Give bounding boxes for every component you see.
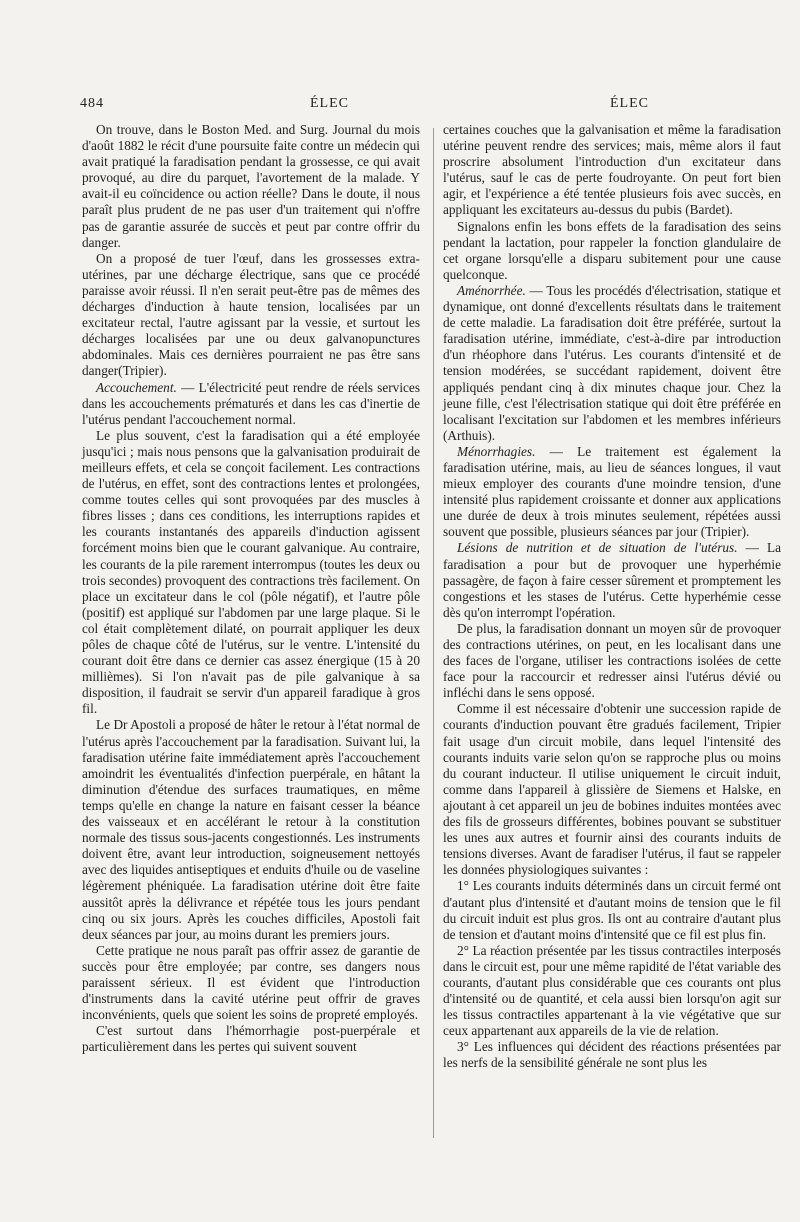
paragraph (82, 380, 420, 428)
column-divider (433, 128, 434, 1138)
paragraph (443, 444, 781, 541)
paragraph (443, 878, 781, 942)
paragraph-text: 3° Les influences qui décident des réactions présentées par les nerfs de la sensibilité générale ne sont plus les (443, 1039, 781, 1071)
paragraph (443, 540, 781, 620)
paragraph (82, 122, 420, 251)
paragraph-text: 1° Les courants induits déterminés dans un circuit fermé ont d'autant plus d'intensité et d'autant moins de tension que le fil du circuit induit est plus gros. Ils ont au contraire d'autant plus de tension et d'autant moins d'intensité que ce fil est plus fin. (443, 878, 781, 942)
paragraph (82, 943, 420, 1023)
paragraph (443, 283, 781, 444)
paragraph-text: Le Dr Apostoli a proposé de hâter le retour à l'état normal de l'utérus après l'accouchement par la faradisation. Suivant lui, la faradisation utérine faite immédiatement après l'accouchement amoindrit les éventualités d'infection puerpérale, en hâtant la diminution d'étendue des surfaces traumatiques, en même temps qu'elle en change la nature en faisant cesser la béance des vaisseaux et en accélérant le retour à la constitution normale des tissus sous-jacents congestionnés. Les instruments doivent être, avant leur introduction, soigneusement nettoyés avec des liquides antiseptiques et enduits d'huile ou de vaseline légèrement phéniquée. La faradisation utérine doit être faite aussitôt après la délivrance et répétée tous les jours pendant cinq ou six jours. Après les couches difficiles, Apostoli fait deux séances par jour, au moins durant les premiers jours. (82, 717, 420, 942)
paragraph-text: Le plus souvent, c'est la faradisation qui a été employée jusqu'ici ; mais nous pensons que la galvanisation produirait de meilleurs effets, et cela se conçoit facilement. Les contractions de l'utérus, en effet, sont des contractions lentes et prolongées, comme toutes celles qui sont provoquées par des muscles à fibres lisses ; dans ces conditions, les interruptions rapides et les courants instantanés des appareils d'induction agissent forcément moins bien que le courant galvanique. Au contraire, les courants de la pile rarement interrompus (toutes les deux ou trois secondes) provoquent des contractions très facilement. On place un excitateur dans le col (pôle négatif), et l'autre pôle (positif) est appliqué sur l'abdomen par une large plaque. Si le col était complètement dilaté, on pourrait appliquer les deux pôles de chaque côté de l'utérus, sur le ventre. L'intensité du courant doit être dans ce dernier cas assez énergique (15 à 20 millièmes). Si l'on n'avait pas de pile galvanique à sa disposition, il faudrait se servir d'un appareil faradique à gros fil. (82, 427, 420, 717)
paragraph-text: Cette pratique ne nous paraît pas offrir assez de garantie de succès pour être employée; par contre, ses dangers nous paraissent sérieux. Il est évident que l'introduction d'instruments dans la cavité utérine peut offrir de graves inconvénients, quels que soient les soins de propreté employés. (82, 942, 420, 1023)
paragraph (443, 122, 781, 219)
paragraph (82, 251, 420, 380)
paragraph (443, 1039, 781, 1071)
paragraph (443, 219, 781, 283)
paragraph-text: — La faradisation a pour but de provoquer une hyperhémie passagère, de façon à faire cesser sûrement et promptement les congestions et les stases de l'utérus. Cette hyperhémie cesse dès qu'on interrompt l'opération. (443, 540, 781, 620)
paragraph (443, 621, 781, 701)
running-head-right: ÉLEC (610, 96, 649, 111)
paragraph-text: On a proposé de tuer l'œuf, dans les grossesses extra-utérines, par une décharge électrique, sans que ce procédé paraisse avoir réussi. Il n'en serait peut-être pas de mêmes des décharges d'induction à haute tension, localisées par un excitateur rectal, l'autre agissant par la vessie, et surtout les décharges localisées par une ou deux galvanopunctures abdominales. Mais ces dernières pourraient ne pas être sans danger(Tripier). (82, 250, 420, 379)
page-header (80, 96, 770, 116)
left-column (82, 122, 420, 1055)
right-column (443, 122, 781, 1072)
paragraph-text: Comme il est nécessaire d'obtenir une succession rapide de courants d'induction pouvant être gradués facilement, Tripier fait usage d'un circuit mobile, dans lequel l'intensité des courants induits varie selon qu'on se rapproche plus ou moins du courant inducteur. Il utilise uniquement le circuit induit, comme dans l'appareil à glissière de Siemens et Halske, en ajoutant à cet appareil un jeu de bobines induites montées avec des fils de grosseurs différentes, bobines pouvant se substituer les unes aux autres et fournir ainsi des courants induits de tensions diverses. Avant de faradiser l'utérus, il faut se rappeler les données physiologiques suivantes : (443, 701, 781, 878)
paragraph (82, 428, 420, 718)
paragraph-text: C'est surtout dans l'hémorrhagie post-puerpérale et particulièrement dans les pertes qui suivent souvent (82, 1023, 420, 1055)
page-number: 484 (80, 96, 104, 111)
paragraph-text: On trouve, dans le Boston Med. and Surg. Journal du mois d'août 1882 le récit d'une poursuite faite contre un médecin qui avait pratiqué la faradisation pendant la grossesse, ce qui avait provoqué, au dire du parquet, l'avortement de la malade. Y avait-il eu coïncidence ou action réelle? Dans le doute, il nous paraît plus prudent de ne pas user d'un traitement qui n'offre pas de garantie assurée de succès et peut par contre offrir du danger. (82, 122, 420, 250)
paragraph-text: 2° La réaction présentée par les tissus contractiles interposés dans le circuit est, pour une même rapidité de l'état variable des courants, d'autant plus considérable que ces courants ont plus d'intensité ou de quantité, et cela aussi bien lorsqu'on agit sur les tissus contractiles appartenant à la vie végétative que sur ceux appartenant aux appareils de la vie de relation. (443, 942, 781, 1039)
paragraph-text: Signalons enfin les bons effets de la faradisation des seins pendant la lactation, pour rappeler la fonction glandulaire de cet organe lorsqu'elle a disparu subitement pour une cause quelconque. (443, 218, 781, 282)
paragraph (82, 717, 420, 942)
section-lead: Aménorrhée. (457, 282, 526, 298)
paragraph-text: — L'électricité peut rendre de réels services dans les accouchements prématurés et dans les cas d'inertie de l'utérus pendant l'accouchement normal. (82, 379, 420, 427)
paragraph (82, 1023, 420, 1055)
section-lead: Ménorrhagies. (457, 443, 536, 459)
section-lead: Accouchement. (96, 379, 177, 395)
paragraph-text: certaines couches que la galvanisation et même la faradisation utérine peuvent rendre des services; mais, même alors il faut proscrire absolument l'introduction d'un excitateur dans l'utérus, sauf le cas de perte foudroyante. On peut fort bien agir, et l'expérience a été tentée plusieurs fois avec succès, en appliquant les excitateurs au-dessus du pubis (Bardet). (443, 122, 781, 218)
paragraph-text: — Tous les procédés d'électrisation, statique et dynamique, ont donné d'excellents résultats dans le traitement de cette maladie. La faradisation doit être préférée, surtout la faradisation utérine, immédiate, c'est-à-dire par introduction d'un rhéophore dans l'utérus. Les courants d'intensité et de tension modérées, se succédant rapidement, doivent être appliqués pendant cinq à dix minutes chaque jour. Chez la jeune fille, c'est l'électrisation statique qui doit être préférée en localisant l'excitation sur l'abdomen et les membres inférieurs (Arthuis). (443, 282, 781, 443)
paragraph (443, 701, 781, 878)
running-head-left: ÉLEC (310, 96, 349, 111)
paragraph-text: De plus, la faradisation donnant un moyen sûr de provoquer des contractions utérines, on peut, en les localisant dans une des faces de l'organe, utiliser les contractions isolées de cette face pour la raccourcir et redresser ainsi l'utérus dévié ou infléchi dans le sens opposé. (443, 620, 781, 701)
paragraph (443, 943, 781, 1040)
section-lead: Lésions de nutrition et de situation de l'utérus. (457, 540, 738, 556)
paragraph-text: — Le traitement est également la faradisation utérine, mais, au lieu de séances longues, il vaut mieux employer des courants d'une moindre tension, d'une intensité plus rapidement croissante et donner aux applications une durée de deux à trois minutes seulement, répétées aussi souvent que possible, plusieurs séances par jour (Tripier). (443, 443, 781, 540)
